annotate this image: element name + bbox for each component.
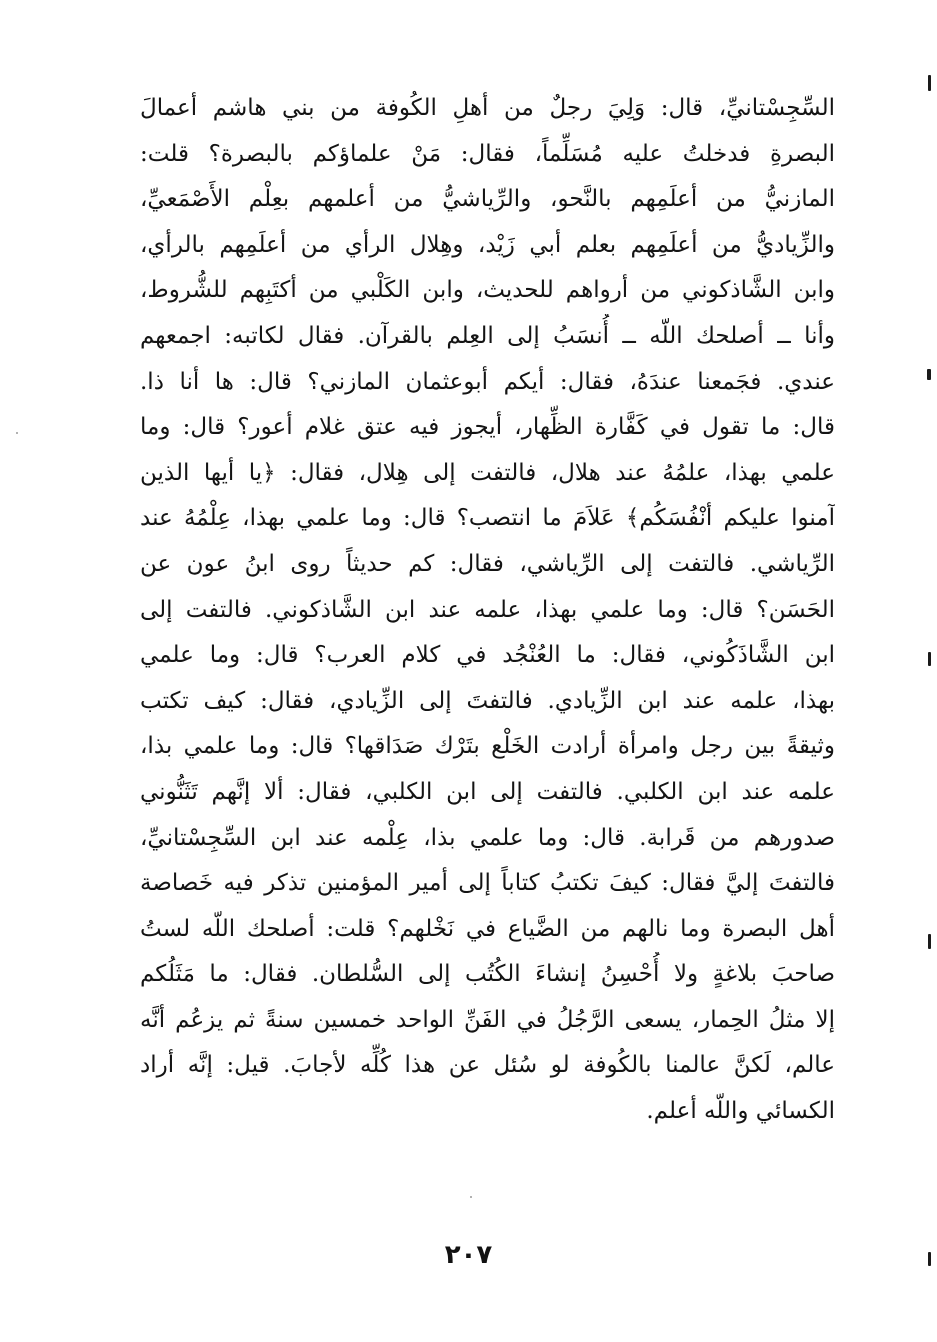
page-number: ٢٠٧ xyxy=(444,1240,493,1270)
scan-edge-mark xyxy=(928,652,931,666)
scan-edge-mark xyxy=(928,75,931,91)
text-line: المازنيُّ من أعلَمِهم بالنَّحو، والرِّياشيُّ من أعلمهم بعِلْم الأَصْمَعيِّ، xyxy=(140,186,835,213)
scan-edge-mark xyxy=(928,934,931,949)
text-line: فالتفتَ إليَّ فقال: كيفَ تكتبُ كتاباً إلى أمير المؤمنين تذكر فيه خَصاصة xyxy=(140,870,835,897)
text-line: الحَسَن؟ قال: وما علمي بهذا، علمه عند ابن الشَّاذكوني. فالتفت إلى xyxy=(140,596,835,623)
text-line: عالم، لَكنَّ عالمنا بالكُوفة لو سُئل عن هذا كُلِّه لأجابَ. قيل: إنَّه أراد xyxy=(140,1052,835,1079)
scan-edge-mark xyxy=(928,1252,931,1266)
text-line: البصرةِ فدخلتُ عليه مُسَلِّماً، فقال: مَنْ علماؤكم بالبصرة؟ قلت: xyxy=(140,140,835,167)
scan-speck xyxy=(470,1196,472,1198)
text-line: السِّجِسْتانيِّ، قال: وَلِيَ رجلٌ من أهلِ الكُوفة من بني هاشم أعمالَ xyxy=(140,95,835,121)
text-line: آمنوا عليكم أنْفُسَكُم﴾ عَلاَمَ ما انتصب؟ قال: وما علمي بهذا، عِلْمُهُ عند xyxy=(140,505,835,532)
text-line: بهذا، علمه عند ابن الزِّيادي. فالتفتَ إلى الزِّيادي، فقال: كيف تكتب xyxy=(140,687,835,714)
text-line: صدورهم من قَرابة. قال: وما علمي بذا، عِلْمه عند ابن السِّجِسْتانيِّ، xyxy=(140,824,835,851)
text-line: ابن الشَّاذَكُوني، فقال: ما العُنْجُد في كلام العرب؟ قال: وما علمي xyxy=(140,642,835,669)
text-line: أهل البصرة وما نالهم من الضَّياع في نَخْلهم؟ قلت: أصلحك اللّه لستُ xyxy=(140,915,835,942)
text-line-last: الكسائي واللّه أعلم. xyxy=(646,1098,835,1125)
scan-edge-mark xyxy=(927,369,931,380)
scan-speck xyxy=(16,432,18,434)
text-line: وابن الشَّاذكوني من أرواهم للحديث، وابن الكَلْبي من أكتَبِهم للشُّروط، xyxy=(140,277,835,304)
text-line: قال: ما تقول في كَفَّارة الظِّهار، أيجوز فيه عتق غلام أعور؟ قال: وما xyxy=(140,414,835,441)
text-line: وثيقةً بين رجل وامرأة أرادت الخَلْع بتَرْك صَدَاقها؟ قال: وما علمي بذا، xyxy=(140,733,835,760)
text-line: الرِّياشي. فالتفت إلى الرِّياشي، فقال: كم حديثاً روى ابنُ عون عن xyxy=(140,550,835,577)
text-line: وأنا ــ أصلحك اللّه ــ أُنسَبُ إلى العِلم بالقرآن. فقال لكاتبه: اجمعهم xyxy=(140,322,835,349)
text-line: علمه عند ابن الكلبي. فالتفت إلى ابن الكلبي، فقال: ألا إنَّهم تَثَنُّوني xyxy=(140,778,835,805)
text-line: علمي بهذا، علمُهُ عند هلال، فالتفت إلى هِلال، فقال: ﴿يا أيها الذين xyxy=(140,459,835,486)
body-text xyxy=(140,86,835,1135)
text-line: صاحبَ بلاغةٍ ولا أُحْسِنُ إنشاءَ الكُتُب إلى السُّلطان. فقال: ما مَثَلُكم xyxy=(140,961,835,988)
text-line: والزِّياديُّ من أعلَمِهم بعلم أبي زَيْد، وهِلال الرأي من أعلَمِهم بالرأي، xyxy=(140,231,835,258)
text-line: إلا مثلُ الحِمار، يسعى الرَّجُلُ في الفَنِّ الواحد خمسين سنةً ثم يزعُم أنَّه xyxy=(140,1006,835,1033)
text-line: عندي. فجَمعنا عندَهُ، فقال: أيكم أبوعثمان المازني؟ قال: ها أنا ذا. xyxy=(140,368,835,395)
